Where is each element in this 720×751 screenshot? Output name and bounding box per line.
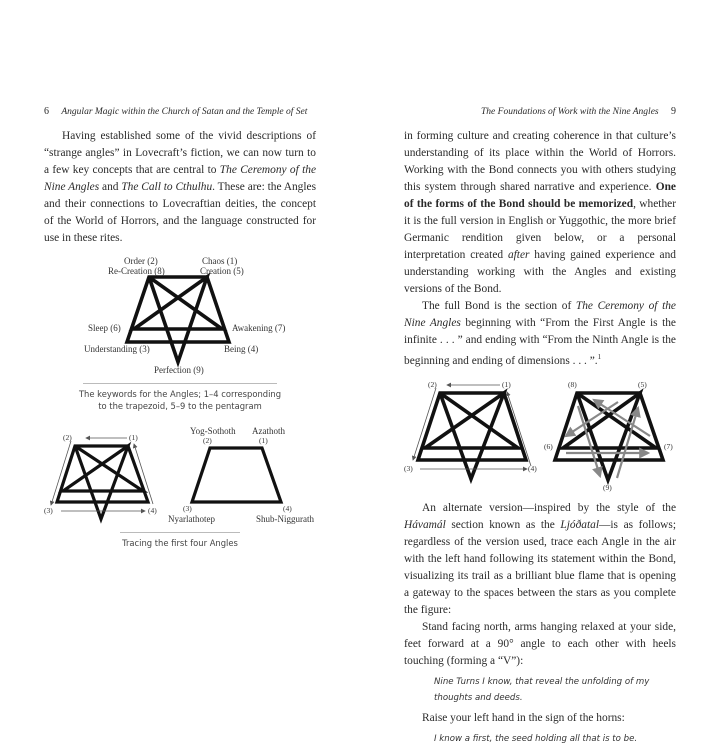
label-nyarlathotep: Nyarlathotep	[168, 514, 215, 524]
label-azathoth: Azathoth	[252, 426, 285, 436]
label-sleep: Sleep (6)	[88, 323, 121, 333]
figure2-caption: Tracing the first four Angles	[122, 538, 238, 548]
label-1: (1)	[502, 379, 511, 389]
label-1: (1)	[129, 433, 138, 442]
label-n2: (2)	[203, 436, 212, 445]
trapezoid-pentagram-diagram	[44, 255, 316, 377]
label-order: Order (2)	[124, 256, 158, 266]
label-4: (4)	[528, 463, 537, 473]
label-3: (3)	[404, 463, 413, 473]
label-being: Being (4)	[224, 344, 259, 354]
label-chaos: Chaos (1)	[202, 256, 238, 266]
label-3: (3)	[44, 506, 53, 515]
left-page-number: 6	[44, 106, 49, 117]
label-yog-sothoth: Yog-Sothoth	[190, 426, 236, 436]
label-6: (6)	[544, 441, 553, 451]
bond-quote-1: Nine Turns I know, that reveal the unfolding of my thoughts and deeds.	[434, 676, 650, 703]
label-7: (7)	[664, 441, 673, 451]
figure2-caption-block	[44, 532, 316, 549]
text: and	[99, 181, 122, 193]
figure1-caption	[44, 388, 316, 412]
text: having gained experience and understanding working with the Angles and existing versions of the Bond.	[404, 249, 676, 295]
left-page	[44, 106, 316, 549]
figure-angle-keywords	[44, 255, 316, 377]
text: , whether it is the full version in English or Yuggothic, the more brief Germanic rendition given below, or a personal interpretation created	[404, 198, 676, 261]
left-paragraph	[44, 128, 316, 247]
caption-rule	[120, 532, 240, 533]
label-recreation: Re-Creation (8)	[108, 266, 165, 276]
text: in forming culture and creating coherence in that culture’s understanding of its place within the World of Horrors. Working with the Bond connects you with others studying this system through shared narrative and experience.	[404, 130, 676, 193]
left-running-title: Angular Magic within the Church of Satan and the Temple of Set	[61, 107, 308, 117]
right-paragraph-2	[404, 298, 676, 370]
label-creation: Creation (5)	[200, 266, 244, 276]
label-shub-niggurath: Shub-Niggurath	[256, 514, 314, 524]
tracing-diagrams-right	[404, 376, 676, 494]
label-2: (2)	[428, 379, 437, 389]
right-paragraph-4: Stand facing north, arms hanging relaxed at your side, feet forward at a 90° angle to each other with heels touching (forming a “V”):	[404, 620, 676, 667]
right-paragraph-1	[404, 128, 676, 298]
label-2: (2)	[63, 433, 72, 442]
label-8: (8)	[568, 379, 577, 389]
label-n3: (3)	[183, 504, 192, 513]
left-running-head	[44, 106, 316, 118]
text: beginning with “From the First Angle is the infinite . . . ” and ending with “From the Ninth Angle is the beginning and ending of dimensions . . . ”.	[404, 317, 676, 367]
italic-text: after	[507, 249, 530, 261]
label-understanding: Understanding (3)	[84, 344, 150, 354]
text: Having established some of the vivid descriptions of “strange angles” in Lovecraft’s fiction, we can now turn to a few key concepts that are central to	[44, 130, 316, 176]
title-ljodatal: Ljóðatal	[560, 518, 599, 531]
title-havamal: Hávamál	[404, 518, 446, 531]
label-9: (9)	[603, 482, 612, 492]
figure-tracing-pair	[404, 376, 676, 494]
text: section known as the	[445, 518, 561, 531]
right-paragraph-3	[404, 500, 676, 619]
caption-line: The keywords for the Angles; 1–4 corresponding	[78, 389, 282, 399]
bold-text: One of the forms of the Bond should be memorized	[404, 181, 676, 210]
footnote-marker[interactable]: 1	[597, 353, 602, 361]
label-n4: (4)	[283, 504, 292, 513]
tracing-diagrams	[44, 426, 316, 526]
figure1-caption-block	[44, 383, 316, 412]
text: —is as follows; regardless of the version used, trace each Angle in the air with the left hand following its statement within the Bond, visualizing its trail as a brilliant blue flame that is opening a gateway to the spaces between the stars as you complete the figure:	[404, 518, 676, 616]
text: The full Bond is the section of	[422, 300, 576, 312]
bond-quote-2: I know a first, the seed holding all that is to be.	[434, 733, 638, 744]
right-page-number: 9	[671, 106, 676, 117]
figure-tracing-four-angles	[44, 426, 316, 526]
right-running-head	[404, 106, 676, 118]
right-page	[404, 106, 676, 751]
label-perfection: Perfection (9)	[154, 365, 204, 375]
label-n1: (1)	[259, 436, 268, 445]
caption-line: to the trapezoid, 5–9 to the pentagram	[98, 401, 262, 411]
label-5: (5)	[638, 379, 647, 389]
right-running-title: The Foundations of Work with the Nine Angles	[481, 107, 659, 117]
title-call: The Call to Cthulhu	[121, 181, 213, 193]
right-paragraph-5: Raise your left hand in the sign of the horns:	[422, 711, 625, 724]
label-4: (4)	[148, 506, 157, 515]
text: . These are: the Angles and their connections to Lovecraftian deities, the concept of the World of Horrors, and the language constructed for use in these rites.	[44, 181, 317, 244]
title-ceremony: The Ceremony of the Nine Angles	[44, 164, 316, 193]
text: An alternate version—inspired by the style of the	[422, 501, 676, 514]
title-ceremony: The Ceremony of the Nine Angles	[404, 300, 676, 329]
caption-rule	[83, 383, 277, 384]
label-awakening: Awakening (7)	[232, 323, 286, 333]
